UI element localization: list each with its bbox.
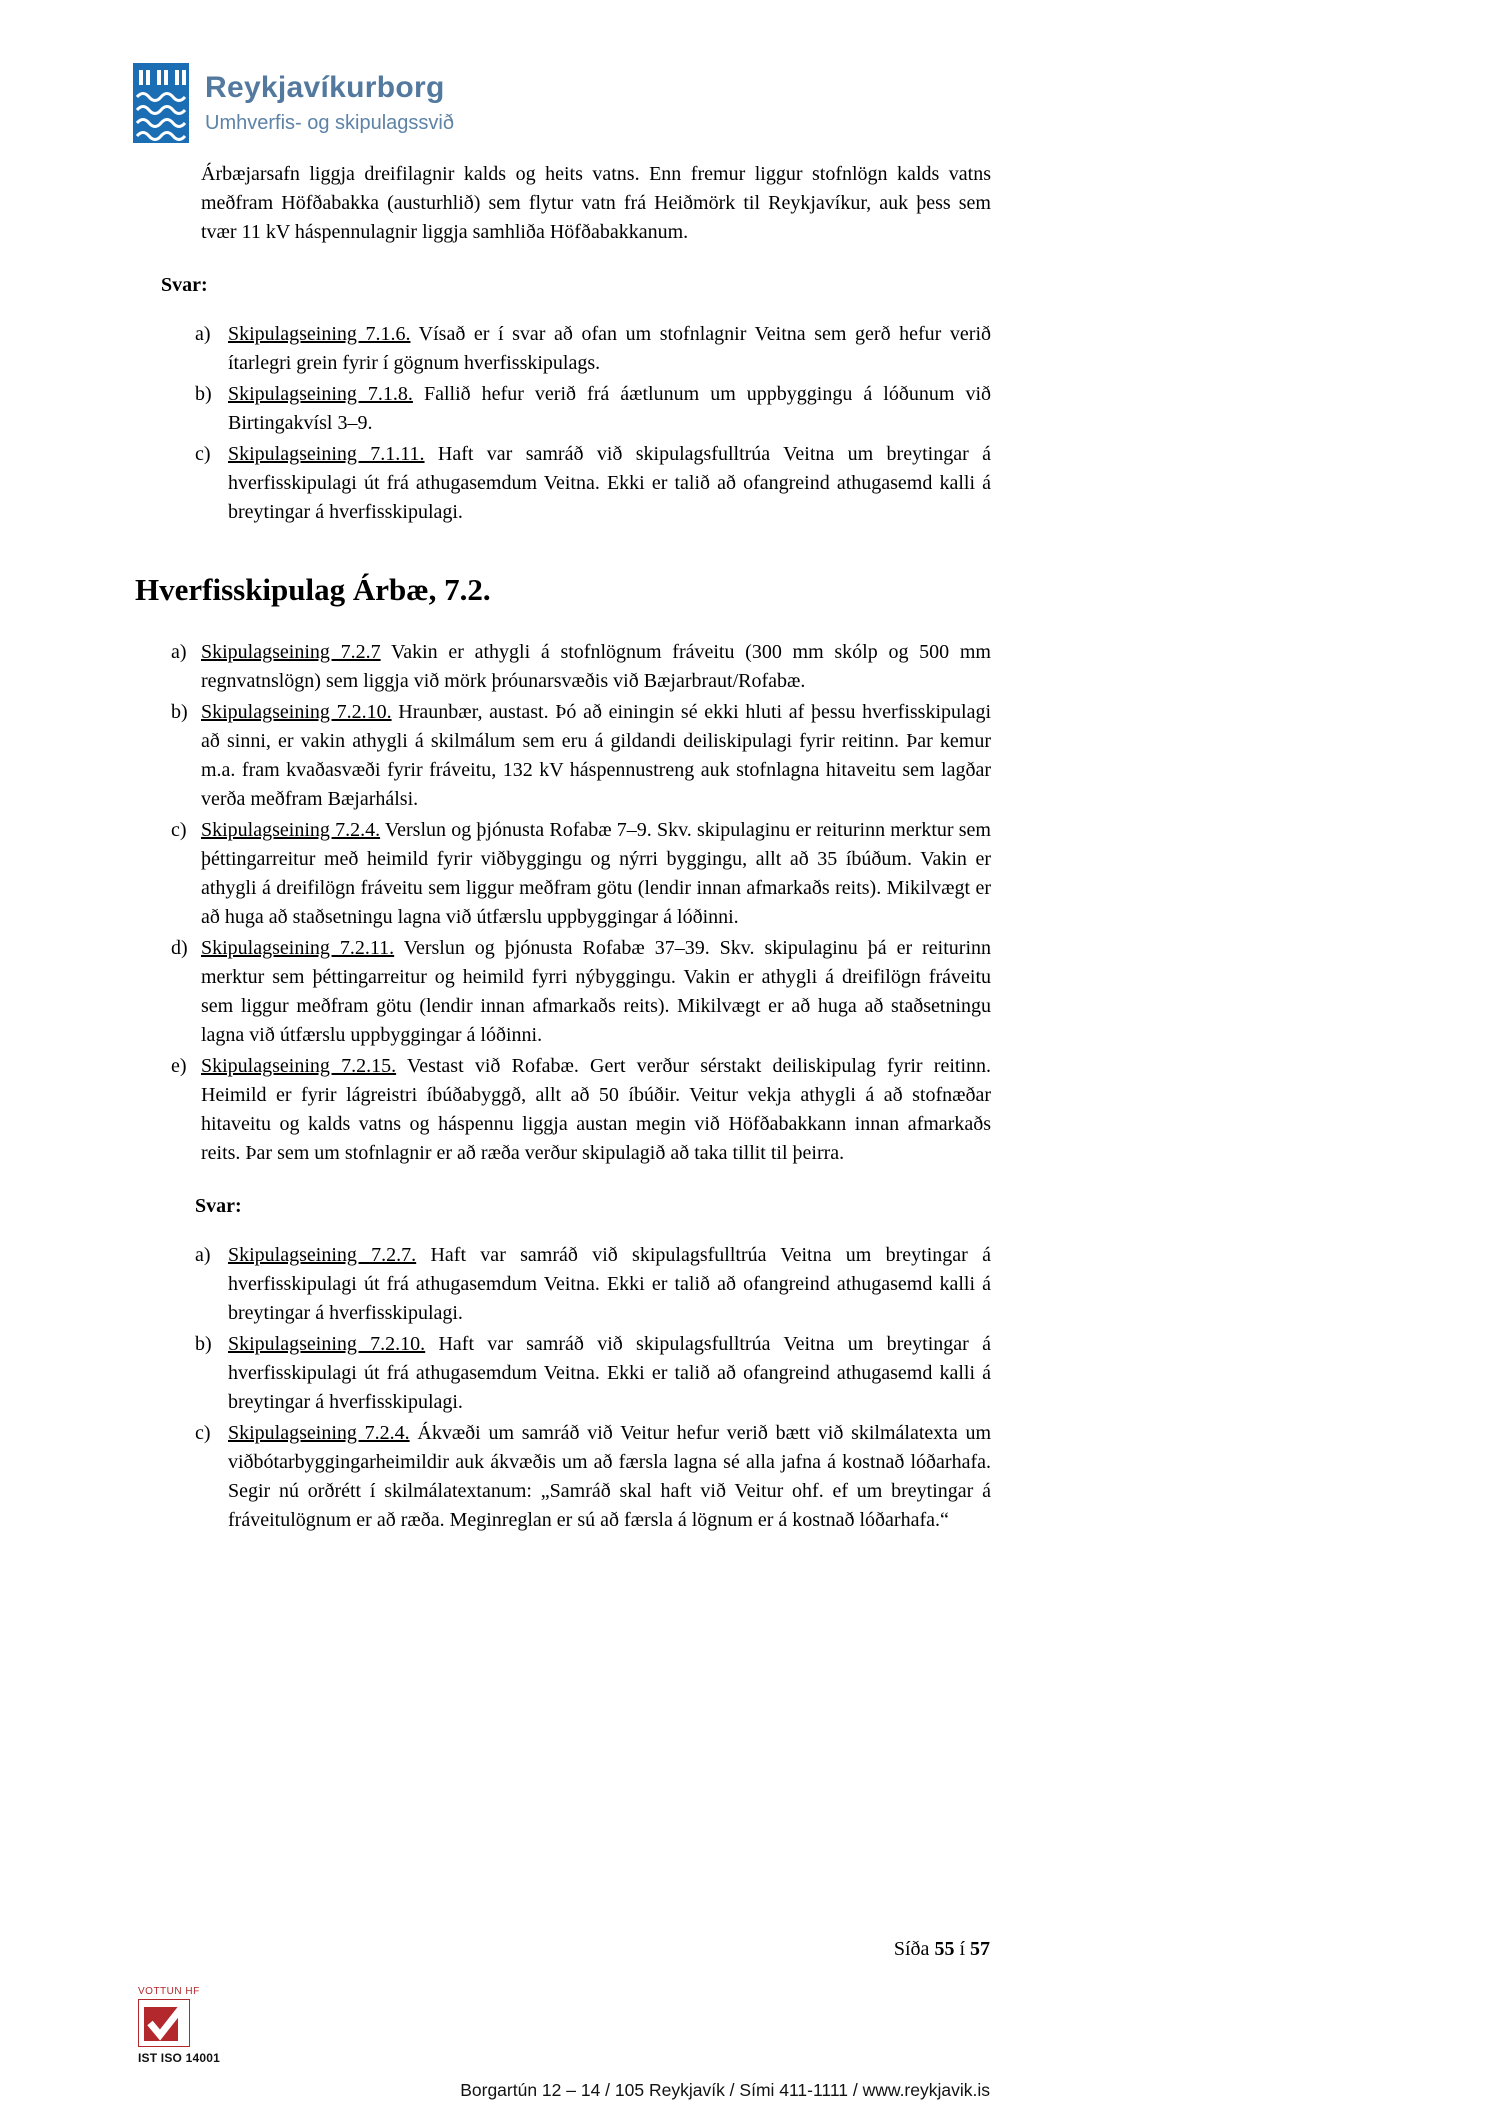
item-body: Vakin er athygli á stofnlögnum fráveitu (300 mm skólp og 500 mm regnvatnslögn) sem liggja við mörk þróunarsvæðis við Bæjarbraut/Rofabæ. [201,641,991,693]
comments-list [135,638,991,1168]
item-body: Haft var samráð við skipulagsfulltrúa Veitna um breytingar á hverfisskipulagi út frá athugasemdum Veitna. Ekki er talið að ofangreind athugasemd kalli á breytingar á hverfisskipulagi. [228,1244,991,1325]
item-text [228,320,991,378]
item-body: Fallið hefur verið frá áætlunum um uppbyggingu á lóðunum við Birtingakvísl 3–9. [228,383,991,434]
cert-standard-label: IST ISO 14001 [138,2051,220,2065]
header [133,63,454,143]
item-letter: b) [195,1333,212,1356]
page-number-total: 57 [970,1938,990,1960]
item-body: Verslun og þjónusta Rofabæ 37–39. Skv. skipulaginu þá er reiturinn merktur sem þéttingarreitur og heimild fyrri nýbyggingu. Vakin er athygli á dreifilögn fráveitu sem liggur meðfram götu (lendir innan afmarkaðs reits). Mikilvægt er að huga að staðsetningu lagna við útfærslu uppbyggingar á lóðinni. [201,937,991,1047]
checkmark-icon [138,1999,190,2047]
item-letter: b) [171,701,188,724]
skipulagseining-ref: Skipulagseining 7.2.7 [201,641,381,664]
list-item [195,320,991,378]
item-letter: d) [171,937,188,960]
svar-label-2: Svar: [195,1195,242,1218]
svar-list-2 [135,1241,991,1535]
item-text [201,698,991,814]
item-text [201,1052,991,1168]
skipulagseining-ref: Skipulagseining 7.1.11. [228,443,425,465]
list-item [195,1419,991,1535]
document-body [135,160,991,1535]
page-number [894,1938,990,1961]
item-body: Haft var samráð við skipulagsfulltrúa Veitna um breytingar á hverfisskipulagi út frá athugasemdum Veitna. Ekki er talið að ofangreind athugasemd kalli á breytingar á hverfisskipulagi. [228,1333,991,1414]
item-letter: e) [171,1055,187,1078]
item-text [201,638,991,696]
iso-certification-logo [138,1986,228,2065]
item-text [228,1330,991,1417]
svar-label-1: Svar: [161,274,208,296]
skipulagseining-ref: Skipulagseining 7.2.10. [228,1333,426,1356]
skipulagseining-ref: Skipulagseining 7.2.4. [228,1422,410,1445]
list-item [195,380,991,438]
item-body: Vísað er í svar að ofan um stofnlagnir Veitna sem gerð hefur verið ítarlegri grein fyrir í gögnum hverfisskipulags. [228,323,991,374]
list-item [171,698,991,814]
item-text [228,1241,991,1328]
item-text [228,1419,991,1535]
item-body: Verslun og þjónusta Rofabæ 7–9. Skv. skipulaginu er reiturinn merktur sem þéttingarreitur með heimild fyrir viðbyggingu og nýrri byggingu, allt að 35 íbúðum. Vakin er athygli á dreifilögn fráveitu sem liggur meðfram götu (lendir innan afmarkaðs reits). Mikilvægt er að huga að staðsetningu lagna við útfærslu uppbyggingar á lóðinni. [201,819,991,929]
org-block [205,63,454,135]
page-number-separator: í [954,1938,970,1960]
item-text [201,816,991,932]
skipulagseining-ref: Skipulagseining 7.2.11. [201,937,395,960]
reykjavik-logo-icon [133,63,189,143]
skipulagseining-ref: Skipulagseining 7.2.15. [201,1055,397,1078]
skipulagseining-ref: Skipulagseining 7.2.7. [228,1244,417,1267]
org-department: Umhverfis- og skipulagssvið [205,112,454,134]
item-text [228,440,991,527]
item-letter: b) [195,383,212,405]
list-item [171,816,991,932]
footer-address: Borgartún 12 – 14 / 105 Reykjavík / Sími 411-1111 / www.reykjavik.is [460,2080,990,2100]
svar-list-1 [135,320,991,527]
intro-paragraph: Árbæjarsafn liggja dreifilagnir kalds og heits vatns. Enn fremur liggur stofnlögn kalds vatns meðfram Höfðabakka (austurhlið) sem flytur vatn frá Heiðmörk til Reykjavíkur, auk þess sem tvær 11 kV háspennulagnir liggja samhliða Höfðabakkanum. [201,163,991,243]
list-item [171,934,991,1050]
skipulagseining-ref: Skipulagseining 7.2.10. [201,701,392,724]
item-body: Haft var samráð við skipulagsfulltrúa Veitna um breytingar á hverfisskipulagi út frá athugasemdum Veitna. Ekki er talið að ofangreind athugasemd kalli á breytingar á hverfisskipulagi. [228,443,991,523]
item-body: Hraunbær, austast. Þó að einingin sé ekki hluti af þessu hverfisskipulagi að sinni, er vakin athygli á skilmálum sem eru á gildandi deiliskipulagi fyrir reitinn. Þar kemur m.a. fram kvaðasvæði fyrir fráveitu, 132 kV háspennustreng auk stofnlagna hitaveitu sem lagðar verða meðfram Bæjarhálsi. [201,701,991,811]
org-name: Reykjavíkurborg [205,71,445,104]
item-letter: a) [195,1244,211,1267]
item-letter: a) [195,323,211,345]
item-text [228,380,991,438]
item-body: Vestast við Rofabæ. Gert verður sérstakt deiliskipulag fyrir reitinn. Heimild er fyrir lágreistri íbúðabyggð, allt að 50 íbúðir. Veitur vekja athygli á að stofnæðar hitaveitu og kalds vatns og háspennu liggja austan megin við Höfðabakkann innan afmarkaðs reits. Þar sem um stofnlagnir er að ræða verður skipulagið að taka tillit til þeirra. [201,1055,992,1165]
cert-issuer-label: VOTTUN HF [138,1986,200,1997]
list-item [171,1052,991,1168]
item-letter: a) [171,641,187,664]
list-item [195,1330,991,1417]
item-letter: c) [171,819,187,842]
skipulagseining-ref: Skipulagseining 7.1.8. [228,383,413,405]
list-item [195,1241,991,1328]
item-letter: c) [195,1422,211,1445]
section-heading: Hverfisskipulag Árbæ, 7.2. [135,572,491,607]
item-body: Ákvæði um samráð við Veitur hefur verið bætt við skilmálatexta um viðbótarbyggingarheimildir auk ákvæðis um að færsla lagna sé alla jafna á kostnað lóðarhafa. Segir nú orðrétt í skilmálatextanum: „Samráð skal haft við Veitur ohf. ef um breytingar á fráveitulögnum er að ræða. Meginreglan er sú að færsla á lögnum er á kostnað lóðarhafa.“ [228,1422,992,1532]
list-item [171,638,991,696]
list-item [195,440,991,527]
skipulagseining-ref: Skipulagseining 7.1.6. [228,323,411,345]
item-letter: c) [195,443,211,465]
item-text [201,934,991,1050]
skipulagseining-ref: Skipulagseining 7.2.4. [201,819,381,842]
page-number-prefix: Síða [893,1938,935,1960]
page-number-current: 55 [934,1938,955,1960]
